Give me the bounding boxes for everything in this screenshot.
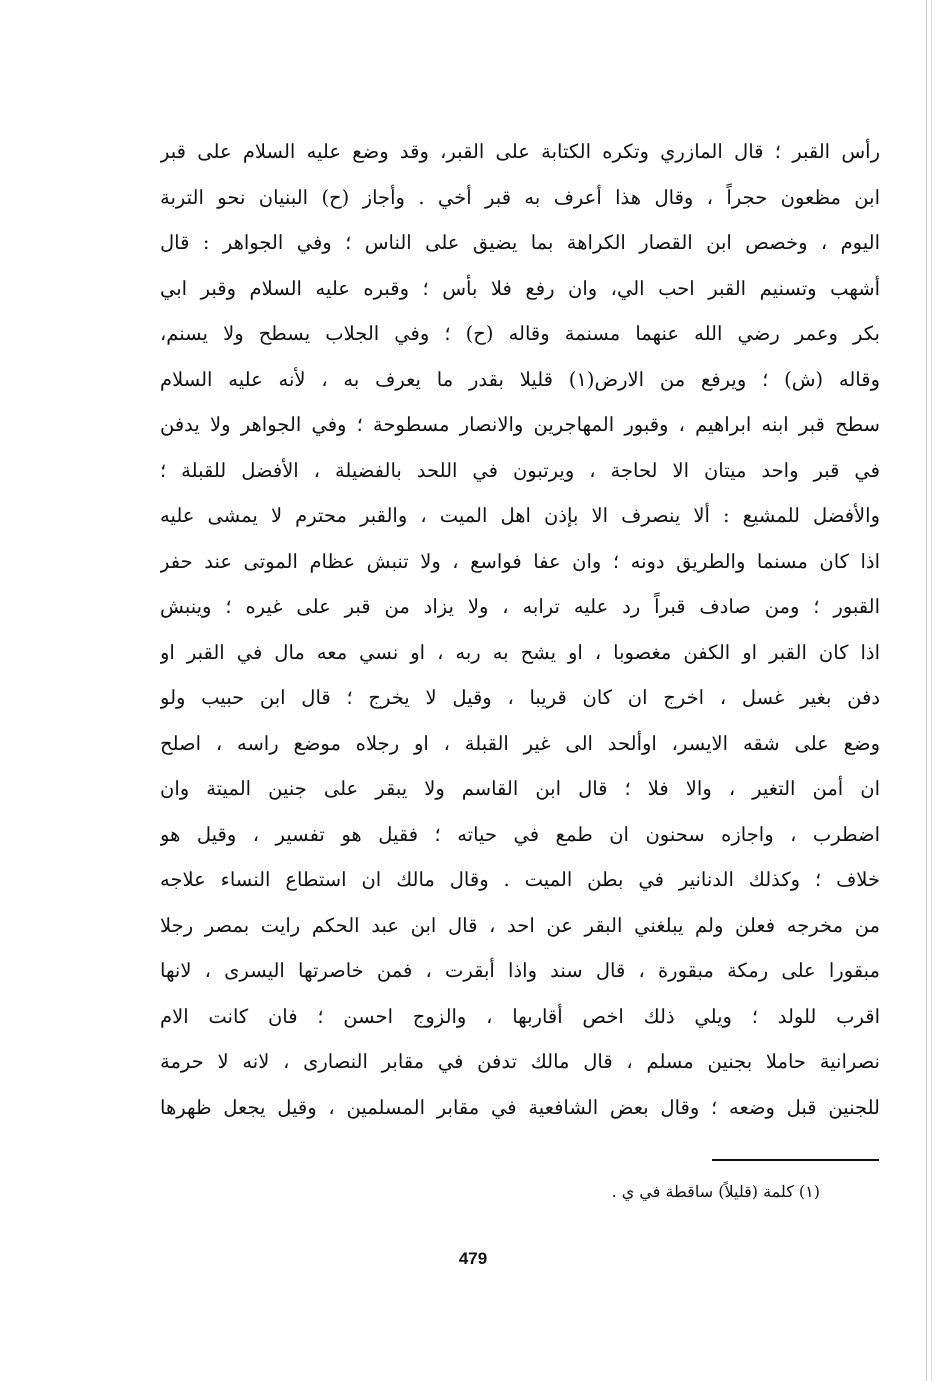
text-line: اذا كان مسنما والطريق دونه ؛ وان عفا فواسع ، ولا تنبش عظام الموتى عند حفر xyxy=(160,549,880,573)
text-line: ان أمن التغير ، والا فلا ؛ قال ابن القاسم ولا يبقر على جنين الميتة وان xyxy=(160,777,880,800)
text-line: وقاله (ش) ؛ ويرفع من الارض(١) قليلا بقدر ما يعرف به ، لأنه عليه السلام xyxy=(160,367,880,391)
text-line: من مخرجه فعلن ولم يبلغني البقر عن احد ، قال ابن عبد الحكم رايت بمصر رجلا xyxy=(160,913,880,937)
text-line: أشهب وتسنيم القبر احب الي، وان رفع فلا بأس ؛ وقبره عليه السلام وقبر ابي xyxy=(160,276,880,300)
main-text-block xyxy=(160,129,880,1130)
page-number: 479 xyxy=(458,1249,488,1268)
text-line: رأس القبر ؛ قال المازري وتكره الكتابة على القبر، وقد وضع عليه السلام على قبر xyxy=(160,140,880,163)
text-line: دفن بغير غسل ، اخرج ان كان قريبا ، وقيل لا يخرج ؛ قال ابن حبيب ولو xyxy=(160,686,880,709)
text-line: ابن مظعون حجراً ، وقال هذا أعرف به قبر أخي . وأجاز (ح) البنيان نحو التربة xyxy=(160,185,880,209)
footnote-separator xyxy=(712,1159,879,1161)
text-line: والأفضل للمشيع : ألا ينصرف الا بإذن اهل الميت ، والقبر محترم لا يمشى عليه xyxy=(160,504,880,527)
page-edge-line-outer xyxy=(931,0,932,1381)
text-line: بكر وعمر رضي الله عنهما مسنمة وقاله (ح) ؛ وفي الجلاب يسطح ولا يسنم، xyxy=(160,322,880,345)
text-line: اضطرب ، واجازه سحنون ان طمع في حياته ؛ فقيل هو تفسير ، وقيل هو xyxy=(160,822,880,846)
text-line: سطح قبر ابنه ابراهيم ، وقبور المهاجرين والانصار مسطوحة ؛ وفي الجواهر ولا يدفن xyxy=(160,413,880,436)
text-line: للجنين قبل وضعه ؛ وقال بعض الشافعية في مقابر المسلمين ، وقيل يجعل ظهرها xyxy=(160,1095,880,1119)
footnote: (١) كلمة (قليلاً) ساقطة في ي . xyxy=(611,1182,820,1201)
text-line: مبقورا على رمكة مبقورة ، قال سند واذا أبقرت ، فمن خاصرتها اليسرى ، لانها xyxy=(160,959,880,982)
text-line: اليوم ، وخصص ابن القصار الكراهة بما يضيق على الناس ؛ وفي الجواهر : قال xyxy=(160,231,880,254)
text-line: القبور ؛ ومن صادف قبراً رد عليه ترابه ، ولا يزاد من قبر على غيره ؛ وينبش xyxy=(160,595,880,618)
text-line: اذا كان القبر او الكفن مغصوبا ، او يشح به ربه ، او نسي معه مال في القبر او xyxy=(160,640,880,664)
text-line: نصرانية حاملا بجنين مسلم ، قال مالك تدفن في مقابر النصارى ، لانه لا حرمة xyxy=(160,1050,880,1073)
text-line: وضع على شقه الايسر، اوألحد الى غير القبلة ، او رجلاه موضع راسه ، اصلح xyxy=(160,731,880,755)
text-line: في قبر واحد ميتان الا لحاجة ، ويرتبون في اللحد بالفضيلة ، الأفضل للقبلة ؛ xyxy=(160,458,880,482)
page-edge-line xyxy=(926,0,927,1381)
text-line: خلاف ؛ وكذلك الدنانير في بطن الميت . وقال مالك ان استطاع النساء علاجه xyxy=(160,868,880,891)
text-line: اقرب للولد ؛ ويلي ذلك اخص أقاربها ، والزوج احسن ؛ فان كانت الام xyxy=(160,1004,880,1028)
